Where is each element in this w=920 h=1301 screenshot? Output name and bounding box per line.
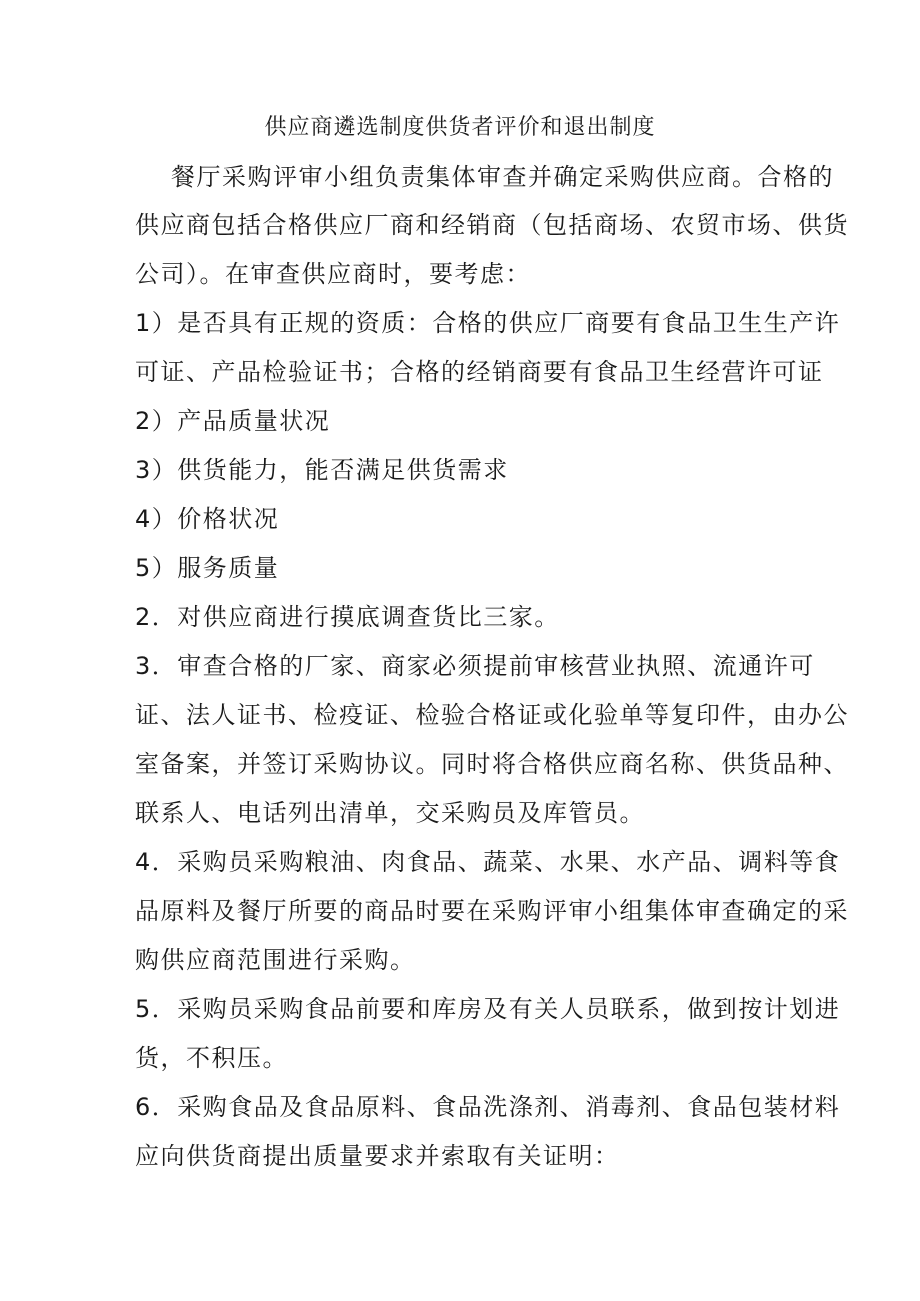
- list-item: 3）供货能力，能否满足供货需求: [135, 456, 509, 484]
- paragraph-line: 6．采购食品及食品原料、食品洗涤剂、消毒剂、食品包装材料: [135, 1093, 841, 1121]
- paragraph-line: 可证、产品检验证书；合格的经销商要有食品卫生经营许可证: [135, 358, 824, 386]
- paragraph-line: 4．采购员采购粮油、肉食品、蔬菜、水果、水产品、调料等食: [135, 848, 841, 876]
- paragraph-line: 供应商包括合格供应厂商和经销商（包括商场、农贸市场、供货: [135, 211, 849, 239]
- paragraph-line: 餐厅采购评审小组负责集体审查并确定采购供应商。合格的: [171, 163, 834, 191]
- paragraph-line: 联系人、电话列出清单，交采购员及库管员。: [135, 799, 645, 827]
- paragraph-line: 公司）。在审查供应商时，要考虑：: [135, 260, 531, 288]
- paragraph-line: 3．审查合格的厂家、商家必须提前审核营业执照、流通许可: [135, 652, 815, 680]
- list-item: 5）服务质量: [135, 554, 280, 582]
- list-item: 2）产品质量状况: [135, 407, 331, 435]
- paragraph-line: 货，不积压。: [135, 1044, 288, 1072]
- list-item: 4）价格状况: [135, 505, 280, 533]
- paragraph-line: 品原料及餐厅所要的商品时要在采购评审小组集体审查确定的采: [135, 897, 849, 925]
- paragraph-line: 应向供货商提出质量要求并索取有关证明：: [135, 1142, 620, 1170]
- paragraph-line: 购供应商范围进行采购。: [135, 946, 416, 974]
- paragraph-line: 5．采购员采购食品前要和库房及有关人员联系，做到按计划进: [135, 995, 841, 1023]
- paragraph-line: 室备案，并签订采购协议。同时将合格供应商名称、供货品种、: [135, 750, 849, 778]
- paragraph-line: 证、法人证书、检疫证、检验合格证或化验单等复印件，由办公: [135, 701, 849, 729]
- paragraph-line: 1）是否具有正规的资质：合格的供应厂商要有食品卫生生产许: [135, 309, 841, 337]
- document-title: 供应商遴选制度供货者评价和退出制度: [264, 115, 656, 140]
- paragraph-line: 2．对供应商进行摸底调查货比三家。: [135, 603, 560, 631]
